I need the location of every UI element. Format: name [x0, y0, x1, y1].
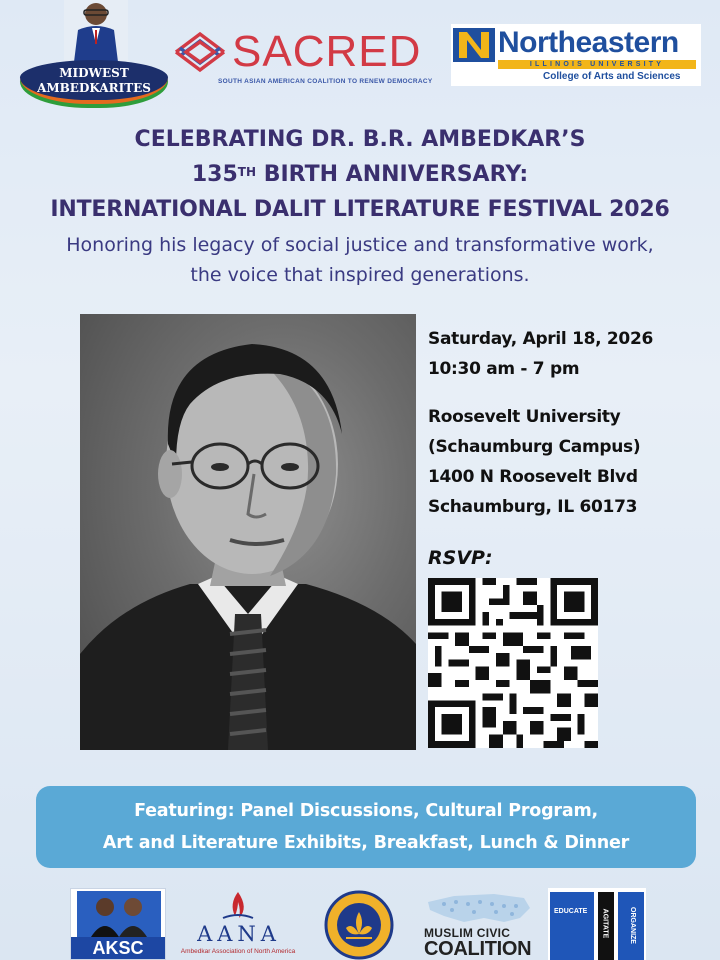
address-line2: Schaumburg, IL 60173 — [428, 497, 638, 517]
address-line1: 1400 N Roosevelt Blvd — [428, 467, 638, 487]
mcc-line2: COALITION — [424, 938, 532, 960]
muslim-civic-coalition-logo — [424, 888, 536, 960]
lotus-seal-icon — [324, 888, 394, 960]
venue-line1: Roosevelt University — [428, 407, 621, 427]
ambedkar-figure-icon — [64, 0, 128, 62]
title-line1: CELEBRATING DR. B.R. AMBEDKAR’S — [134, 127, 586, 152]
aksc-wordmark: AKSC — [71, 937, 165, 959]
aksc-portraits-icon — [71, 889, 167, 939]
sacred-wordmark: SACRED — [232, 27, 422, 76]
midwest-banner — [20, 60, 168, 104]
aksc-logo — [70, 888, 166, 960]
title-line2 — [0, 157, 720, 192]
midwest-line2: AMBEDKARITES — [37, 81, 151, 95]
event-subtitle — [0, 230, 720, 290]
northeastern-wordmark: Northeastern — [498, 26, 679, 59]
featuring-line2: Art and Literature Exhibits, Breakfast, Lunch & Dinner — [102, 833, 630, 853]
venue-line2: (Schaumburg Campus) — [428, 437, 641, 457]
portrait-illustration — [80, 314, 416, 750]
aana-wordmark: AANA — [197, 922, 281, 946]
sacred-stripes-icon — [172, 28, 228, 76]
title-line3: INTERNATIONAL DALIT LITERATURE FESTIVAL 2026 — [50, 197, 670, 222]
illinois-university-bar: ILLINOIS UNIVERSITY — [498, 60, 696, 69]
midwest-line1: MIDWEST — [59, 66, 129, 80]
eao-word-agitate: AGITATE — [601, 908, 609, 939]
eao-word-organize: ORGANIZE — [628, 907, 636, 944]
event-title — [0, 122, 720, 227]
title-line2-rest: BIRTH ANNIVERSARY: — [256, 162, 529, 187]
ambedkar-portrait — [80, 314, 416, 750]
rsvp-label: RSVP: — [428, 547, 493, 569]
aana-flame-icon — [175, 888, 301, 922]
event-time: 10:30 am - 7 pm — [428, 359, 580, 379]
college-of-arts-label: College of Arts and Sciences — [543, 71, 681, 82]
neiu-n-icon — [453, 28, 495, 62]
event-date: Saturday, April 18, 2026 — [428, 329, 654, 349]
society-seal-logo — [324, 888, 394, 960]
eao-word-educate: EDUCATE — [554, 908, 588, 915]
sacred-logo — [172, 28, 446, 90]
featuring-banner — [36, 786, 696, 868]
mcc-line1: MUSLIM CIVIC — [424, 926, 511, 940]
featuring-line1: Featuring: Panel Discussions, Cultural Program, — [134, 801, 598, 821]
educate-agitate-organize-logo — [548, 888, 646, 960]
rsvp-qr-code-icon[interactable] — [428, 578, 598, 748]
event-details — [428, 324, 708, 522]
midwest-ambedkarites-logo — [18, 0, 170, 108]
sacred-subtitle: SOUTH ASIAN AMERICAN COALITION TO RENEW DEMOCRACY — [218, 78, 433, 85]
title-anniversary-number: 135 — [191, 162, 238, 187]
northeastern-logo — [451, 24, 701, 86]
subtitle-line1: Honoring his legacy of social justice and transformative work, — [66, 234, 654, 256]
aana-full-name: Ambedkar Association of North America — [180, 948, 296, 955]
title-ordinal-suffix: TH — [237, 165, 257, 179]
subtitle-line2: the voice that inspired generations. — [190, 264, 530, 286]
aana-logo — [175, 888, 301, 960]
usa-map-dots-icon — [424, 888, 536, 928]
